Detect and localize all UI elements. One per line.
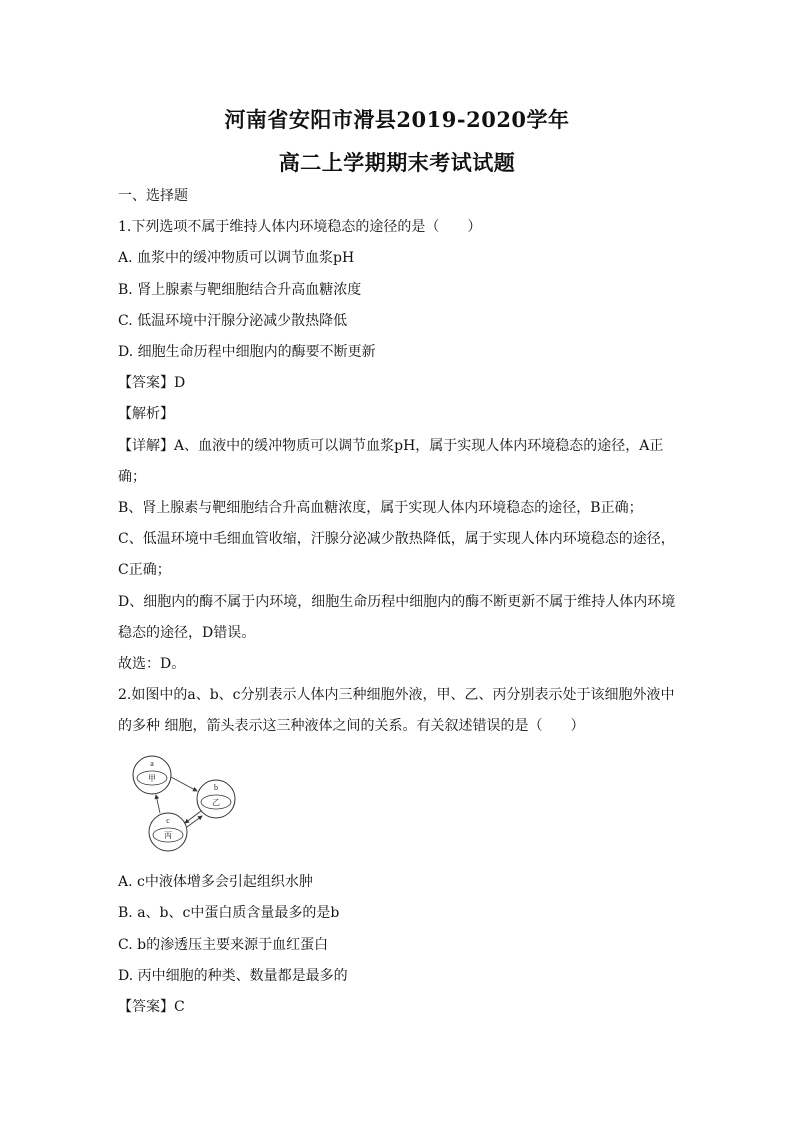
q1-detail-line: D、细胞内的酶不属于内环境，细胞生命历程中细胞内的酶不断更新不属于维持人体内环境 <box>118 594 676 610</box>
label-yi: 乙 <box>212 798 220 807</box>
q2-option-b: B. a、b、c中蛋白质含量最多的是b <box>118 905 340 921</box>
cell-a-group <box>133 756 171 794</box>
q1-detail-line: 【详解】A、血液中的缓冲物质可以调节血浆pH，属于实现人体内环境稳态的途径，A正 <box>118 438 664 454</box>
cell-c-group <box>149 813 187 851</box>
q2-option-d: D. 丙中细胞的种类、数量都是最多的 <box>118 968 348 984</box>
q1-detail-line: 确； <box>118 469 146 485</box>
q1-conclusion: 故选：D。 <box>118 656 186 672</box>
fluid-relationship-diagram <box>128 755 243 855</box>
title-line-1: 河南省安阳市滑县2019-2020学年 <box>224 107 570 132</box>
q1-option-a: A. 血浆中的缓冲物质可以调节血浆pH <box>118 250 355 266</box>
label-b: b <box>214 783 218 792</box>
q1-detail-line: 稳态的途径，D错误。 <box>118 625 256 641</box>
q1-option-c: C. 低温环境中汗腺分泌减少散热降低 <box>118 313 348 329</box>
title-line-2: 高二上学期期末考试试题 <box>278 150 516 175</box>
arrow-c-to-b <box>187 816 202 827</box>
arrow-b-to-c <box>185 811 201 823</box>
label-c: c <box>166 816 170 825</box>
q1-detail-line: C正确； <box>118 562 171 578</box>
q1-analysis-label: 【解析】 <box>118 406 174 422</box>
arrow-a-to-b <box>171 777 197 791</box>
section-heading: 一、选择题 <box>118 188 188 204</box>
q1-answer: 【答案】D <box>118 375 186 391</box>
q1-option-d: D. 细胞生命历程中细胞内的酶要不断更新 <box>118 344 376 360</box>
q1-detail-line: C、低温环境中毛细血管收缩，汗腺分泌减少散热降低，属于实现人体内环境稳态的途径， <box>118 531 675 547</box>
q2-option-c: C. b的渗透压主要来源于血红蛋白 <box>118 937 329 953</box>
label-bing: 丙 <box>164 831 172 840</box>
q2-stem-line-1: 2.如图中的a、b、c分别表示人体内三种细胞外液，甲、乙、丙分别表示处于该细胞外液中 <box>118 687 675 703</box>
q1-detail-line: B、肾上腺素与靶细胞结合升高血糖浓度，属于实现人体内环境稳态的途径，B正确； <box>118 500 643 516</box>
arrow-c-to-a <box>156 795 160 813</box>
cell-b-group <box>197 780 235 818</box>
label-jia: 甲 <box>148 774 156 783</box>
q1-option-b: B. 肾上腺素与靶细胞结合升高血糖浓度 <box>118 282 362 298</box>
q2-answer: 【答案】C <box>118 999 185 1015</box>
q1-stem: 1.下列选项不属于维持人体内环境稳态的途径的是（ ） <box>118 219 482 235</box>
label-a: a <box>150 759 154 768</box>
q2-option-a: A. c中液体增多会引起组织水肿 <box>118 874 313 890</box>
q2-stem-line-2: 的多种 细胞，箭头表示这三种液体之间的关系。有关叙述错误的是（ ） <box>118 718 585 734</box>
